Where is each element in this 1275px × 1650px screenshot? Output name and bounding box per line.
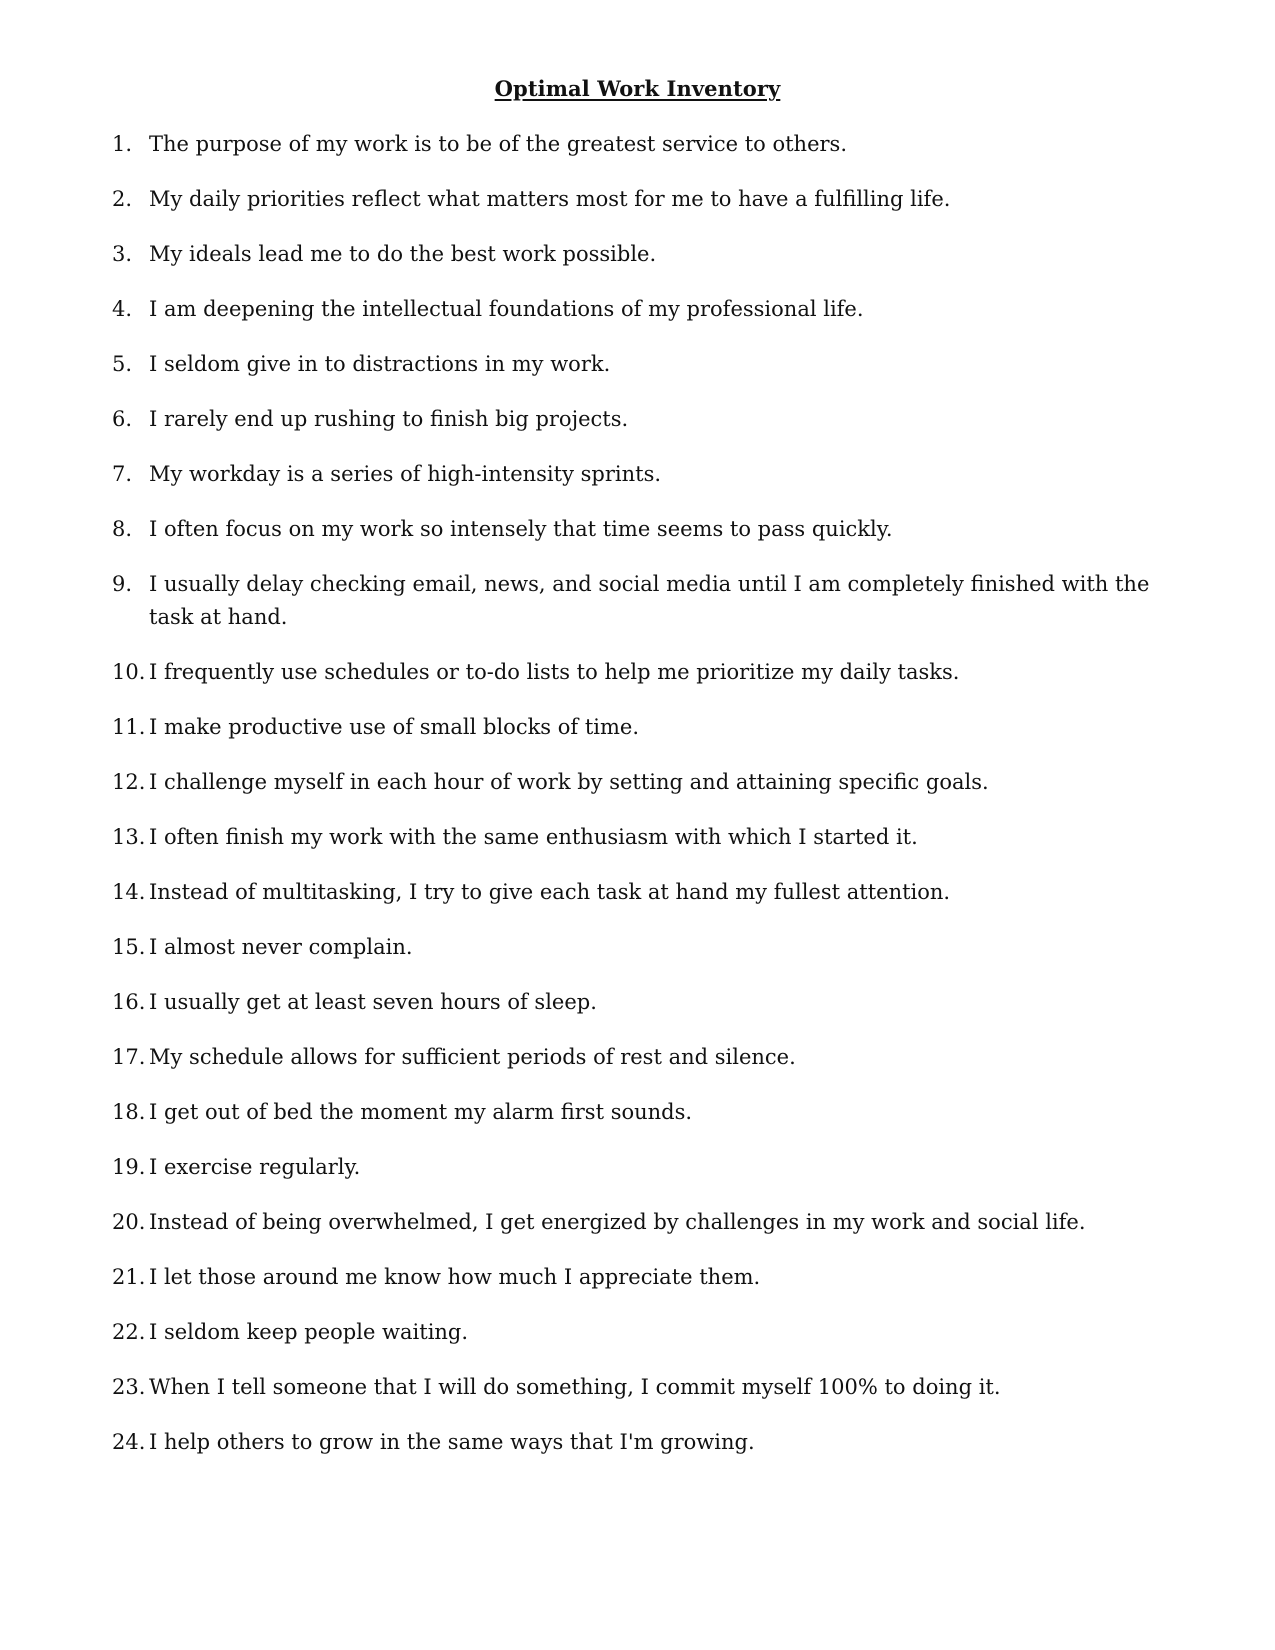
list-item [112, 568, 1192, 634]
list-item [112, 403, 1192, 436]
list-item [112, 1041, 1192, 1074]
item-number: 22. [112, 1320, 146, 1344]
item-text: I am deepening the intellectual foundations of my professional life. [149, 297, 864, 321]
item-number: 24. [112, 1430, 146, 1454]
item-text: I almost never complain. [149, 935, 413, 959]
list-item [112, 128, 1192, 161]
list-item [112, 986, 1192, 1019]
list-item [112, 656, 1192, 689]
item-number: 11. [112, 715, 146, 739]
item-number: 1. [112, 132, 133, 156]
list-item [112, 1206, 1192, 1239]
item-text: Instead of being overwhelmed, I get energized by challenges in my work and social life. [149, 1210, 1086, 1234]
list-item [112, 821, 1192, 854]
list-item [112, 1371, 1192, 1404]
list-item [112, 1096, 1192, 1129]
item-text: I let those around me know how much I appreciate them. [149, 1265, 761, 1289]
item-number: 8. [112, 517, 133, 541]
item-number: 21. [112, 1265, 146, 1289]
item-number: 15. [112, 935, 146, 959]
item-text: I often finish my work with the same enthusiasm with which I started it. [149, 825, 918, 849]
list-item [112, 1316, 1192, 1349]
item-number: 23. [112, 1375, 146, 1399]
item-text: When I tell someone that I will do something, I commit myself 100% to doing it. [149, 1375, 1001, 1399]
item-text: My schedule allows for sufficient periods of rest and silence. [149, 1045, 796, 1069]
item-number: 16. [112, 990, 146, 1014]
list-item [112, 238, 1192, 271]
item-text: I help others to grow in the same ways that I'm growing. [149, 1430, 755, 1454]
item-text: My ideals lead me to do the best work possible. [149, 242, 657, 266]
document-title: Optimal Work Inventory [494, 76, 781, 101]
list-item [112, 931, 1192, 964]
item-text: I usually get at least seven hours of sleep. [149, 990, 597, 1014]
item-number: 10. [112, 660, 146, 684]
item-number: 17. [112, 1045, 146, 1069]
item-text: I often focus on my work so intensely that time seems to pass quickly. [149, 517, 893, 541]
list-item [112, 458, 1192, 491]
item-text: I seldom give in to distractions in my work. [149, 352, 611, 376]
item-number: 4. [112, 297, 133, 321]
list-item [112, 183, 1192, 216]
list-item [112, 293, 1192, 326]
list-item [112, 1426, 1192, 1459]
list-item [112, 1261, 1192, 1294]
item-number: 13. [112, 825, 146, 849]
item-number: 12. [112, 770, 146, 794]
list-item [112, 1151, 1192, 1184]
item-text: I usually delay checking email, news, and social media until I am completely finished with the task at hand. [149, 572, 1150, 629]
item-number: 9. [112, 572, 133, 596]
list-item [112, 876, 1192, 909]
item-text: My workday is a series of high-intensity sprints. [149, 462, 662, 486]
item-text: I rarely end up rushing to finish big projects. [149, 407, 629, 431]
list-item [112, 513, 1192, 546]
item-number: 5. [112, 352, 133, 376]
item-text: I exercise regularly. [149, 1155, 361, 1179]
item-number: 18. [112, 1100, 146, 1124]
list-item [112, 711, 1192, 744]
inventory-list [112, 128, 1192, 1481]
item-number: 6. [112, 407, 133, 431]
item-number: 14. [112, 880, 146, 904]
item-text: The purpose of my work is to be of the greatest service to others. [149, 132, 847, 156]
item-text: I make productive use of small blocks of time. [149, 715, 640, 739]
item-number: 3. [112, 242, 133, 266]
item-text: I frequently use schedules or to-do lists to help me prioritize my daily tasks. [149, 660, 960, 684]
item-text: My daily priorities reflect what matters most for me to have a fulfilling life. [149, 187, 951, 211]
item-number: 2. [112, 187, 133, 211]
list-item [112, 348, 1192, 381]
item-number: 19. [112, 1155, 146, 1179]
item-number: 7. [112, 462, 133, 486]
list-item [112, 766, 1192, 799]
item-text: I get out of bed the moment my alarm first sounds. [149, 1100, 693, 1124]
item-number: 20. [112, 1210, 146, 1234]
item-text: I seldom keep people waiting. [149, 1320, 469, 1344]
item-text: Instead of multitasking, I try to give each task at hand my fullest attention. [149, 880, 951, 904]
item-text: I challenge myself in each hour of work by setting and attaining specific goals. [149, 770, 989, 794]
